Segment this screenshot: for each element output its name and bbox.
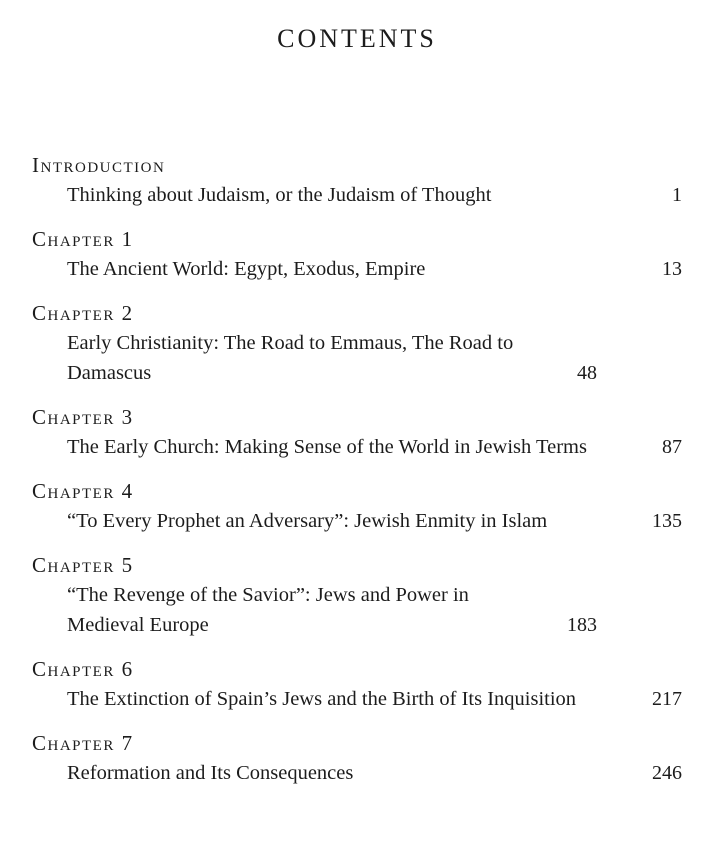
- toc-entry-title: The Early Church: Making Sense of the World in Jewish Terms: [67, 436, 587, 458]
- toc-entry-page-number: 135: [652, 510, 682, 532]
- toc-entry-row: [32, 180, 682, 210]
- toc-entry-label: Chapter 7: [32, 731, 134, 755]
- toc-entry-chapter-1[interactable]: [32, 224, 682, 284]
- toc-entry-title: Early Christianity: The Road to Emmaus, The Road to Damascus: [67, 332, 514, 384]
- toc-entry-label: Chapter 5: [32, 553, 134, 577]
- toc-entry-label: Introduction: [32, 153, 166, 177]
- toc-entry-title: The Extinction of Spain’s Jews and the Birth of Its Inquisition: [67, 688, 577, 710]
- toc-entry-page-number: 183: [567, 614, 597, 636]
- toc-entry-page-number: 246: [652, 762, 682, 784]
- toc-entry-label: Chapter 4: [32, 479, 134, 503]
- toc-entry-page-number: 1: [672, 184, 682, 206]
- toc-entry-chapter-5[interactable]: [32, 550, 682, 640]
- toc-entry-chapter-2[interactable]: [32, 298, 682, 388]
- toc-entry-page-number: 217: [652, 688, 682, 710]
- toc-entry-page-number: 13: [662, 258, 682, 280]
- toc-entry-chapter-3[interactable]: [32, 402, 682, 462]
- toc-entry-title: “The Revenge of the Savior”: Jews and Power in Medieval Europe: [67, 584, 469, 636]
- toc-entry-label: Chapter 3: [32, 405, 134, 429]
- toc-entry-title: The Ancient World: Egypt, Exodus, Empire: [67, 258, 426, 280]
- toc-entry-chapter-7[interactable]: [32, 728, 682, 788]
- toc-entry-label: Chapter 6: [32, 657, 134, 681]
- toc-entry-row: [32, 580, 682, 640]
- toc-entry-title: Thinking about Judaism, or the Judaism of Thought: [67, 184, 492, 206]
- toc-entry-chapter-4[interactable]: [32, 476, 682, 536]
- toc-entry-label: Chapter 2: [32, 301, 134, 325]
- page-title: CONTENTS: [277, 24, 437, 53]
- toc-entry-row: [32, 432, 682, 462]
- toc-entry-chapter-6[interactable]: [32, 654, 682, 714]
- toc-entry-row: [32, 506, 682, 536]
- toc-entry-introduction[interactable]: [32, 150, 682, 210]
- toc-entry-row: [32, 254, 682, 284]
- toc-list: [32, 150, 682, 802]
- toc-entry-page-number: 48: [577, 362, 597, 384]
- toc-entry-title: “To Every Prophet an Adversary”: Jewish Enmity in Islam: [67, 510, 548, 532]
- toc-entry-title: Reformation and Its Consequences: [67, 762, 354, 784]
- toc-entry-row: [32, 758, 682, 788]
- toc-entry-row: [32, 328, 682, 388]
- toc-entry-row: [32, 684, 682, 714]
- toc-entry-label: Chapter 1: [32, 227, 134, 251]
- toc-entry-page-number: 87: [662, 436, 682, 458]
